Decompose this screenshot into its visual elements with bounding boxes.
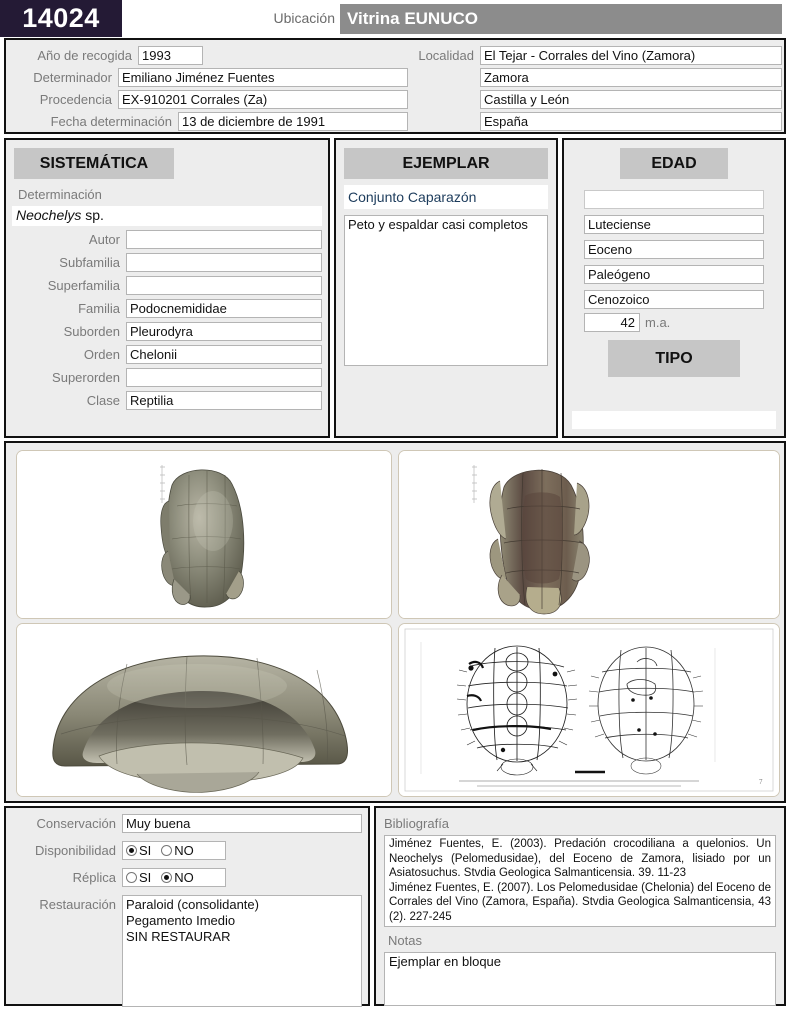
ventral-view-image[interactable] — [398, 450, 780, 619]
ano-recogida-row — [14, 46, 203, 65]
replica-row — [12, 868, 362, 887]
bibliografia-label: Bibliografía — [384, 816, 450, 831]
orden-field[interactable]: Chelonii — [126, 345, 322, 364]
bibliografia-panel — [374, 806, 786, 1006]
fecha-determinacion-row — [14, 112, 408, 131]
conservacion-panel — [4, 806, 370, 1006]
autor-field[interactable] — [126, 230, 322, 249]
ejemplar-panel — [334, 138, 558, 438]
suborden-label: Suborden — [63, 324, 120, 339]
collection-info-block — [4, 38, 786, 134]
conservacion-field[interactable]: Muy buena — [122, 814, 362, 833]
familia-label: Familia — [78, 301, 120, 316]
bibliografia-entry: Jiménez Fuentes, E. (2007). Los Pelomedusidae (Chelonia) del Eoceno de Corrales del Vino (Zamora, España). Stvdia Geologica Salmanticensia, 43 (2). 227-245 — [389, 881, 771, 923]
provincia-row — [480, 68, 782, 87]
conservacion-label: Conservación — [36, 816, 116, 831]
images-block — [4, 441, 786, 803]
bibliografia-field[interactable] — [384, 835, 776, 927]
disponibilidad-option-no[interactable] — [161, 843, 194, 858]
pais-row — [480, 112, 782, 131]
superfamilia-label: Superfamilia — [47, 278, 120, 293]
specimen-id-badge: 14024 — [0, 0, 122, 37]
determinacion-field[interactable] — [12, 206, 322, 226]
replica-option-no[interactable] — [161, 870, 194, 885]
sistematica-panel — [4, 138, 330, 438]
restauracion-field[interactable] — [122, 895, 362, 1007]
familia-field[interactable]: Podocnemididae — [126, 299, 322, 318]
edad-ma-unit-label: m.a. — [645, 315, 671, 330]
determinacion-genus: Neochelys — [16, 207, 82, 223]
provincia-field[interactable]: Zamora — [480, 68, 782, 87]
radio-selected-icon — [161, 872, 172, 883]
restauracion-label: Restauración — [39, 897, 116, 912]
fecha-determinacion-label: Fecha determinación — [50, 114, 172, 129]
familia-row — [12, 299, 322, 318]
ventral-view-illustration — [399, 451, 779, 618]
localidad-label: Localidad — [418, 48, 474, 63]
ejemplar-tipo-field[interactable]: Conjunto Caparazón — [344, 185, 548, 209]
pais-field[interactable]: España — [480, 112, 782, 131]
bottom-block — [4, 806, 786, 1006]
procedencia-label: Procedencia — [39, 92, 112, 107]
edad-title: EDAD — [620, 148, 728, 179]
notas-label: Notas — [388, 933, 422, 948]
edad-periodo-field[interactable]: Paleógeno — [584, 265, 764, 284]
disponibilidad-no-label: NO — [174, 843, 194, 858]
autor-label: Autor — [88, 232, 120, 247]
ejemplar-descripcion-field[interactable]: Peto y espaldar casi completos — [344, 215, 548, 366]
orden-label: Orden — [83, 347, 120, 362]
disponibilidad-option-si[interactable] — [126, 843, 151, 858]
line-drawing-image[interactable] — [398, 623, 780, 797]
clase-label: Clase — [86, 393, 120, 408]
orden-row — [12, 345, 322, 364]
ubicacion-value-bar[interactable]: Vitrina EUNUCO — [340, 4, 782, 34]
edad-extra-field[interactable] — [572, 411, 776, 429]
determinador-row — [14, 68, 408, 87]
replica-option-si[interactable] — [126, 870, 151, 885]
sistematica-title: SISTEMÁTICA — [14, 148, 174, 179]
suborden-row — [12, 322, 322, 341]
ubicacion-label: Ubicación — [273, 10, 335, 26]
subfamilia-field[interactable] — [126, 253, 322, 272]
disponibilidad-si-label: SI — [139, 843, 152, 858]
replica-si-label: SI — [139, 870, 152, 885]
comunidad-field[interactable]: Castilla y León — [480, 90, 782, 109]
superorden-label: Superorden — [52, 370, 120, 385]
replica-label: Réplica — [72, 870, 116, 885]
comunidad-row — [480, 90, 782, 109]
procedencia-row — [14, 90, 408, 109]
lateral-view-illustration — [17, 624, 391, 796]
svg-text:7: 7 — [759, 778, 763, 786]
edad-panel — [562, 138, 786, 438]
tipo-button[interactable]: TIPO — [608, 340, 740, 377]
superfamilia-row — [12, 276, 322, 295]
suborden-field[interactable]: Pleurodyra — [126, 322, 322, 341]
restauracion-row — [12, 895, 362, 1007]
determinacion-label: Determinación — [18, 187, 102, 202]
localidad-row — [406, 46, 782, 65]
edad-era-field[interactable]: Cenozoico — [584, 290, 764, 309]
restauracion-line: Paraloid (consolidante) — [126, 897, 259, 912]
conservacion-row — [12, 814, 362, 833]
superorden-field[interactable] — [126, 368, 322, 387]
edad-ma-row — [584, 313, 764, 332]
edad-ma-field[interactable]: 42 — [584, 313, 640, 332]
superfamilia-field[interactable] — [126, 276, 322, 295]
restauracion-line: SIN RESTAURAR — [126, 929, 231, 944]
dorsal-view-image[interactable] — [16, 450, 392, 619]
procedencia-field[interactable]: EX-910201 Corrales (Za) — [118, 90, 408, 109]
edad-subpiso-field[interactable] — [584, 190, 764, 209]
determinacion-species: sp. — [85, 207, 104, 223]
determinador-label: Determinador — [33, 70, 112, 85]
replica-no-label: NO — [174, 870, 194, 885]
radio-unselected-icon — [161, 845, 172, 856]
disponibilidad-row — [12, 841, 362, 860]
radio-selected-icon — [126, 845, 137, 856]
edad-piso-field[interactable]: Luteciense — [584, 215, 764, 234]
dorsal-view-illustration — [17, 451, 391, 618]
replica-radio-group[interactable] — [122, 868, 226, 887]
radio-unselected-icon — [126, 872, 137, 883]
disponibilidad-radio-group[interactable] — [122, 841, 226, 860]
edad-epoca-field[interactable]: Eoceno — [584, 240, 764, 259]
subfamilia-row — [12, 253, 322, 272]
autor-row — [12, 230, 322, 249]
bibliografia-entry: Jiménez Fuentes, E. (2003). Predación crocodiliana a quelonios. Un Neochelys (Pelomedusidae), del Eoceno de Zamora, lisiado por un Asiatosuchus. Stvdia Geologica Salmanticensia. 39. 11-23 — [389, 838, 771, 879]
lateral-view-image[interactable] — [16, 623, 392, 797]
clase-field[interactable]: Reptilia — [126, 391, 322, 410]
clase-row — [12, 391, 322, 410]
ano-recogida-field[interactable]: 1993 — [138, 46, 203, 65]
disponibilidad-label: Disponibilidad — [35, 843, 116, 858]
ano-recogida-label: Año de recogida — [37, 48, 132, 63]
middle-panels — [4, 138, 786, 438]
localidad-field[interactable]: El Tejar - Corrales del Vino (Zamora) — [480, 46, 782, 65]
page-header — [0, 0, 790, 38]
determinador-field[interactable]: Emiliano Jiménez Fuentes — [118, 68, 408, 87]
subfamilia-label: Subfamilia — [59, 255, 120, 270]
ejemplar-title: EJEMPLAR — [344, 148, 548, 179]
restauracion-line: Pegamento Imedio — [126, 913, 236, 928]
fecha-determinacion-field[interactable]: 13 de diciembre de 1991 — [178, 112, 408, 131]
carapace-plastron-line-drawing — [399, 624, 779, 796]
notas-field[interactable]: Ejemplar en bloque — [384, 952, 776, 1006]
superorden-row — [12, 368, 322, 387]
